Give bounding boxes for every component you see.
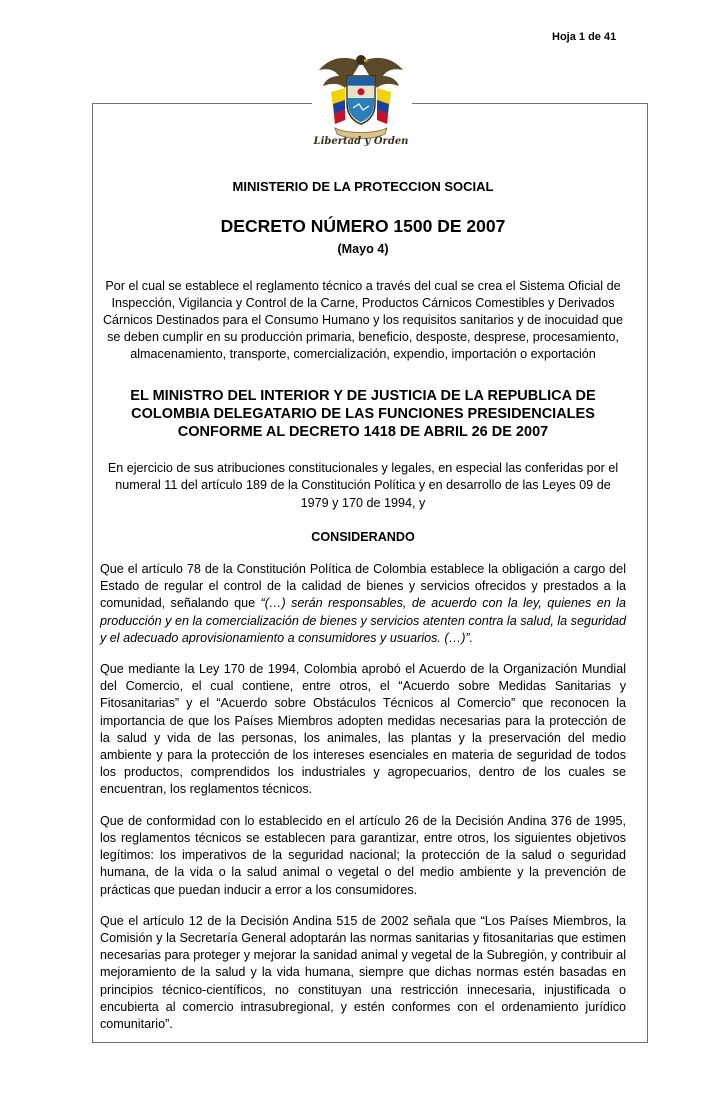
considerando-paragraph-3: Que de conformidad con lo establecido en el artículo 26 de la Decisión Andina 376 de 1995, los reglamentos técnicos se establecen para garantizar, entre otros, los siguientes objetivos legítimos: los imperativos de la seguridad nacional; la protección de la salud o seguridad humana, de la vida o la salud animal o vegetal o del medio ambiente y la prevención de prácticas que puedan inducir a error a los consumidores. (100, 813, 626, 897)
decree-title: DECRETO NÚMERO 1500 DE 2007 (220, 216, 506, 237)
page-counter: Hoja 1 de 41 (552, 31, 617, 43)
seal-motto: Libertad y Orden (313, 136, 409, 147)
paragraph-1-lead: Que el artículo 78 de la Constitución Política de Colombia establece la obligación a cargo del Estado de regular el control de la calidad de bienes y servicios ofrecidos y prestados a la comunidad, señalando que (100, 562, 626, 611)
minister-heading: EL MINISTRO DEL INTERIOR Y DE JUSTICIA DE LA REPUBLICA DE COLOMBIA DELEGATARIO DE LAS FUNCIONES PRESIDENCIALES CONFORME AL DECRETO 1418 DE ABRIL 26 DE 2007 (130, 387, 596, 441)
considerando-heading: CONSIDERANDO (311, 529, 415, 544)
decree-summary: Por el cual se establece el reglamento técnico a través del cual se crea el Sistema Oficial de Inspección, Vigilancia y Control de la Carne, Productos Cárnicos Comestibles y Derivados Cárnicos Destinados para el Consumo Humano y los requisitos sanitarios y de inocuidad que se deben cumplir en su producción primaria, beneficio, desposte, desprese, procesamiento, almacenamiento, transporte, comercialización, expendio, importación o exportación (102, 278, 624, 362)
document-body (100, 178, 626, 1033)
considerando-paragraph-2: Que mediante la Ley 170 de 1994, Colombia aprobó el Acuerdo de la Organización Mundial del Comercio, el cual contiene, entre otros, el “Acuerdo sobre Medidas Sanitarias y Fitosanitarias” y el “Acuerdo sobre Obstáculos Técnicos al Comercio” que reconocen la importancia de que los Países Miembros adopten medidas necesarias para la protección de la salud y vida de las personas, los animales, las plantas y la preservación del medio ambiente y para la protección de los intereses esenciales en materia de seguridad de todos los productos, comprendidos los industriales y agropecuarios, dentro de los cuales se encuentran, los reglamentos técnicos. (100, 662, 626, 797)
considerando-paragraph-1 (100, 561, 626, 647)
ministry-heading: MINISTERIO DE LA PROTECCION SOCIAL (232, 179, 494, 194)
decree-date: (Mayo 4) (337, 242, 389, 257)
attributions-paragraph: En ejercicio de sus atribuciones constitucionales y legales, en especial las conferidas por el numeral 11 del artículo 189 de la Constitución Política y en desarrollo de las Leyes 09 de 1979 y 170 de 1994, y (107, 461, 619, 510)
coat-of-arms-seal (311, 48, 411, 156)
considerando-paragraph-4: Que el artículo 12 de la Decisión Andina 515 de 2002 señala que “Los Países Miembros, la Comisión y la Secretaría General adoptarán las normas sanitarias y fitosanitarias que estimen necesarias para proteger y mejorar la sanidad animal y vegetal de la Subregión, y contribuir al mejoramiento de la salud y la vida humana, siempre que dichas normas estén basadas en principios técnico-científicos, no constituyan una restricción innecesaria, injustificada o encubierta al comercio intrasubregional, y estén conformes con el ordenamiento jurídico comunitario”. (100, 913, 626, 1031)
paragraph-1-quote: “(…) serán responsables, de acuerdo con la ley, quienes en la producción y en la comercialización de bienes y servicios atenten contra la salud, la seguridad y el adecuado aprovisionamiento a consumidores y usuarios. (…)”. (100, 596, 626, 645)
